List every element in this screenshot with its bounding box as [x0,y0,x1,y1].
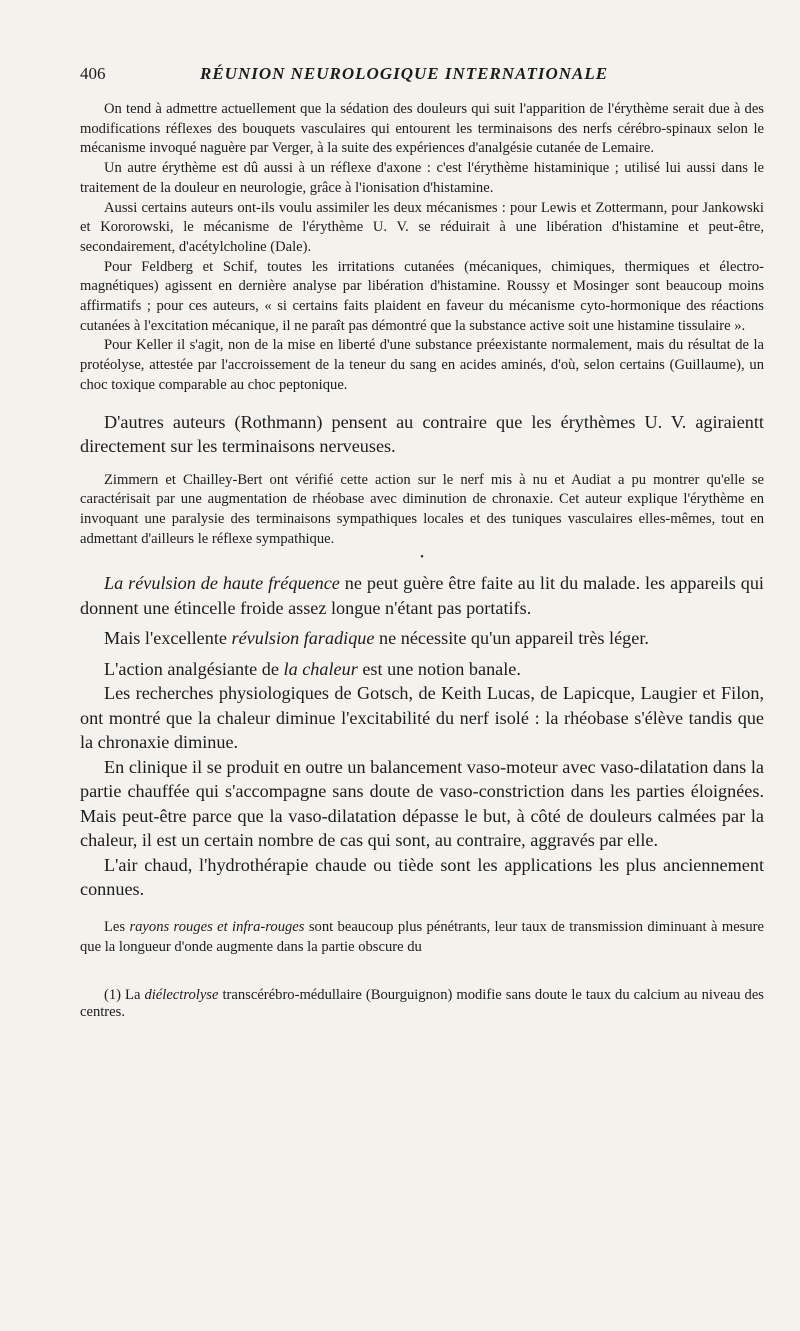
paragraph-haute-frequence: La révulsion de haute fréquence ne peut guère être faite au lit du malade. les appareils qui donnent une étincelle froide assez longue n'étant pas portatifs. [80,573,764,618]
paragraph-recherches: Les recherches physiologiques de Gotsch, de Keith Lucas, de Lapicque, Laugier et Filon, ont montré que la chaleur diminue l'excitabilité du nerf isolé : la rhéobase s'élève tandis que la chronaxie diminue. [80,683,764,753]
footnote: (1) La diélectrolyse transcérébro-médullaire (Bourguignon) modifie sans doute le taux du calcium au niveau des centres. [80,987,764,1021]
paragraph-keller: Pour Keller il s'agit, non de la mise en liberté d'une substance préexistante normalement, mais du résultat de la protéolyse, attestée par l'accroissement de la teneur du sang en acides aminés, d'où, selon certains (Guillaume), un choc toxique comparable au choc peptonique. [80,337,764,393]
running-title: RÉUNION NEUROLOGIQUE INTERNATIONALE [200,64,609,83]
term-chaleur: la chaleur [283,658,358,679]
paragraph-rothmann: D'autres auteurs (Rothmann) pensent au contraire que les érythèmes U. V. agiraientt directement sur les terminaisons nerveuses. [80,411,764,457]
term-dielectrolyse: diélectrolyse [144,987,219,1004]
term-haute-frequence: La révulsion de haute fréquence [104,573,340,594]
paragraph-feldberg-schif: Pour Feldberg et Schif, toutes les irritations cutanées (mécaniques, chimiques, thermiques et électro-magnétiques) agissent en dernière analyse par libération d'histamine. Roussy et Mosinger sont beaucoup moins affirmatifs ; pour ces auteurs, « si certains faits plaident en faveur du mécanisme cyto-hormonique des réactions cutanées à l'excitation mécanique, il ne paraît pas démontré que la substance active soit une histamine tissulaire ». [80,258,764,334]
paragraph-rayons: Les rayons rouges et infra-rouges sont beaucoup plus pénétrants, leur taux de transmission diminuant à mesure que la longueur d'onde augmente dans la partie obscure du [80,918,764,955]
paragraph-chaleur: L'action analgésiante de la chaleur est une notion banale. [104,658,521,679]
paragraph-zimmern: Zimmern et Chailley-Bert ont vérifié cette action sur le nerf mis à nu et Audiat a pu montrer qu'elle se caractérisait par une augmentation de rhéobase avec diminution de chronaxie. Cet auteur explique l'érythème en invoquant une paralysie des terminaisons sympathiques locales et des tuniques vasculaires elles-mêmes, tout en admettant d'ailleurs le réflexe sympathique. [80,471,764,547]
page-number: 406 [80,64,106,83]
section-separator: • [420,552,424,564]
paragraph-faradique: Mais l'excellente révulsion faradique ne nécessite qu'un appareil très léger. [104,628,649,649]
paragraph-clinique: En clinique il se produit en outre un balancement vaso-moteur avec vaso-dilatation dans la partie chauffée qui s'accompagne sans doute de vaso-constriction dans les parties éloignées. Mais peut-être parce que la vaso-dilatation dépasse le but, à côté de douleurs calmées par la chaleur, il est un certain nombre de cas qui sont, au contraire, aggravés par elle. [80,756,764,851]
page-header [80,64,764,92]
paragraph-assimilation-mecanismes: Aussi certains auteurs ont-ils voulu assimiler les deux mécanismes : pour Lewis et Zottermann, pour Jankowski et Kororowski, le mécanisme de l'érythème U. V. se réduirait à une libération d'histamine et peut-être, secondairement, d'acétylcholine (Dale). [80,199,764,255]
page-body [80,100,764,1021]
paragraph-erytheme-histaminique: Un autre érythème est dû aussi à un réflexe d'axone : c'est l'érythème histaminique ; utilisé lui aussi dans le traitement de la douleur en neurologie, grâce à l'ionisation d'histamine. [80,160,764,196]
term-revulsion-faradique: révulsion faradique [231,628,375,649]
paragraph-erytheme-reflexe: On tend à admettre actuellement que la sédation des douleurs qui suit l'apparition de l'érythème serait due à des modifications réflexes des bouquets vasculaires qui entourent les terminaisons des nerfs cérébro-spinaux selon le mécanisme invoqué naguère par Verger, à la suite des expériences d'analgésie cutanée de Lemaire. [80,101,764,157]
term-rayons: rayons rouges et infra-rouges [129,918,305,935]
paragraph-air-chaud: L'air chaud, l'hydrothérapie chaude ou tiède sont les applications les plus anciennement connues. [80,854,764,900]
